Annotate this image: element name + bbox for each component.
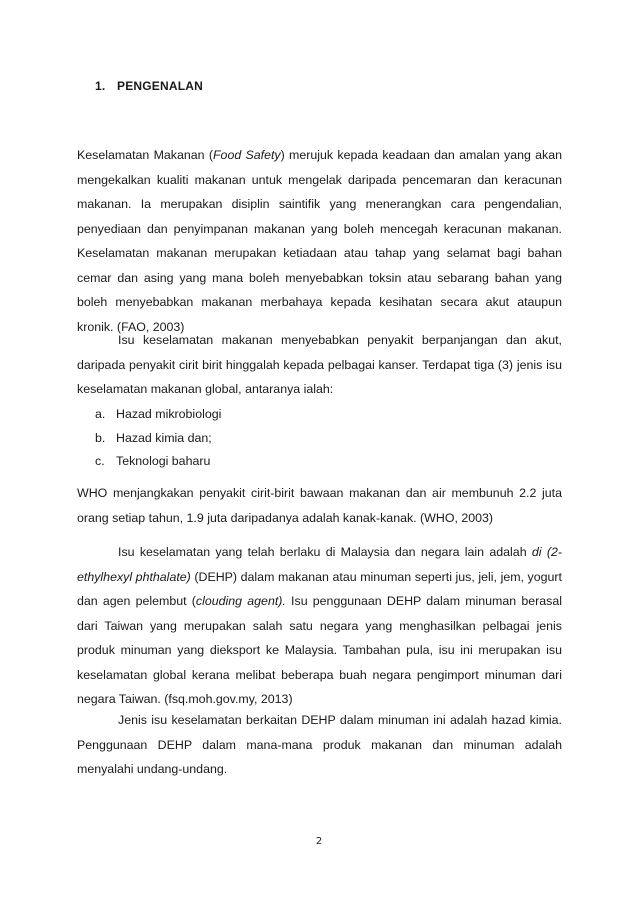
paragraph-food-safety: [77, 143, 562, 339]
list-item: [95, 450, 221, 474]
list-item: [95, 403, 221, 427]
hazard-list: [95, 403, 221, 474]
list-marker: a.: [95, 407, 106, 421]
paragraph-text: WHO menjangkakan penyakit cirit-birit bawaan makanan dan air membunuh 2.2 juta orang setiap tahun, 1.9 juta daripadanya adalah kanak-kanak. (WHO, 2003): [77, 486, 562, 525]
text-run: Isu keselamatan yang telah berlaku di Malaysia dan negara lain adalah: [118, 545, 532, 559]
list-text: Hazad mikrobiologi: [116, 407, 222, 421]
paragraph-issues: [77, 328, 562, 402]
list-text: Hazad kimia dan;: [116, 430, 212, 445]
paragraph-text: Isu keselamatan makanan menyebabkan penyakit berpanjangan dan akut, daripada penyakit cirit birit hinggalah kepada pelbagai kanser. Terdapat tiga (3) jenis isu keselamatan makanan global, antaranya ialah:: [77, 333, 562, 396]
list-text: Teknologi baharu: [116, 454, 211, 468]
paragraph-who: [77, 481, 562, 530]
text-run: Isu penggunaan DEHP dalam minuman berasal dari Taiwan yang merupakan salah satu negara yang menghasilkan pelbagai jenis produk minuman yang dieksport ke Malaysia. Tambahan pula, isu ini merupakan isu keselamatan global kerana melibat beberapa buah negara pengimport minuman dari negara Taiwan. (fsq.moh.gov.my, 2013): [77, 594, 562, 706]
paragraph-dehp: [77, 540, 562, 712]
paragraph-text: Jenis isu keselamatan berkaitan DEHP dalam minuman ini adalah hazad kimia. Penggunaan DEHP dalam mana-mana produk makanan dan minuman adalah menyalahi undang-undang.: [77, 713, 562, 776]
paragraph-dehp-hazard: [77, 708, 562, 782]
text-run: ) merujuk kepada keadaan dan amalan yang akan mengekalkan kualiti makanan untuk mengelak daripada pencemaran dan keracunan makanan. Ia merupakan disiplin saintifik yang menerangkan cara pengendalian, penyediaan dan penyimpanan makanan yang boleh mencegah keracunan makanan. Keselamatan makanan merupakan ketiadaan atau tahap yang selamat bagi bahan cemar dan asing yang mana boleh menyebabkan toksin atau sebarang bahan yang boleh menyebabkan makanan merbahaya kepada kesihatan secara akut ataupun kronik. (FAO, 2003): [77, 148, 563, 334]
italic-term: di (2-ethylhexyl phthalate): [77, 545, 563, 584]
section-heading: [95, 79, 203, 93]
text-run: (DEHP) dalam makanan atau minuman seperti jus, jeli, jem, yogurt dan agen pelembut (: [77, 569, 562, 608]
italic-term: Food Safety: [212, 148, 281, 162]
page-number: 2: [315, 836, 323, 847]
list-marker: c.: [95, 454, 105, 468]
italic-term: clouding agent).: [195, 594, 286, 608]
section-number: 1.: [95, 79, 106, 93]
text-run: Keselamatan Makanan (: [77, 148, 213, 162]
list-item: [95, 427, 221, 451]
list-marker: b.: [95, 430, 106, 445]
section-title: PENGENALAN: [117, 79, 204, 93]
